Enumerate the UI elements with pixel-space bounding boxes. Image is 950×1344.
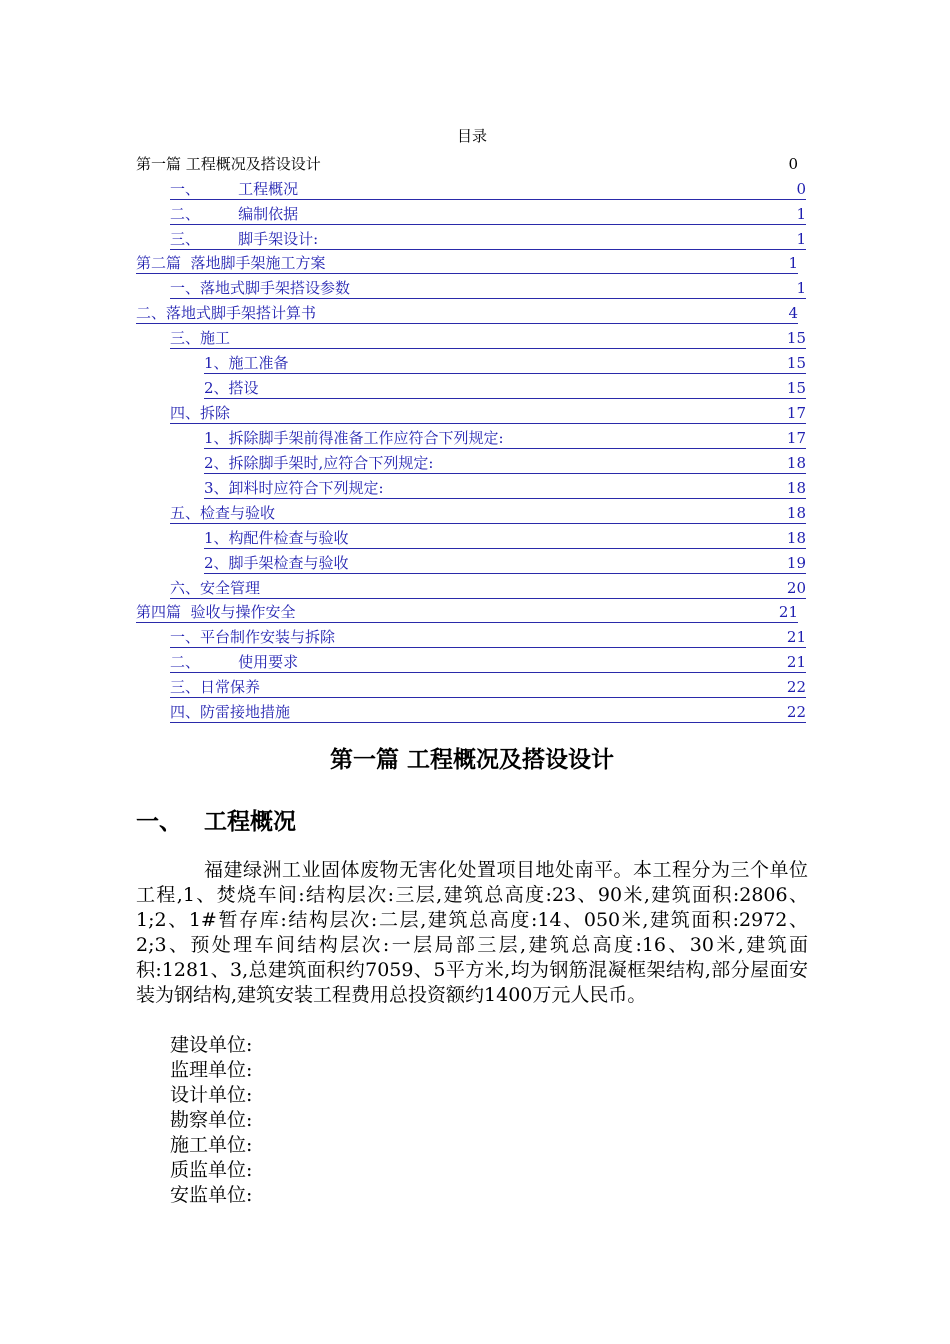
- toc-entry-label: 二、落地式脚手架搭计算书: [136, 304, 317, 322]
- toc-entry-page: 15: [786, 354, 806, 372]
- toc-entry-label: 六、安全管理: [170, 579, 261, 597]
- toc-entry-page: 1: [796, 230, 806, 248]
- toc-entry-page: 22: [786, 678, 806, 696]
- toc-entry-page: 17: [786, 404, 806, 422]
- section-heading: [136, 806, 296, 838]
- toc-link[interactable]: [204, 349, 806, 374]
- toc-entry: [136, 150, 798, 174]
- toc-entry-page: 21: [786, 628, 806, 646]
- unit-line: 设计单位:: [170, 1084, 253, 1106]
- toc-entry-label: 1、构配件检查与验收: [204, 529, 349, 547]
- toc-entry-label: 二、 编制依据: [170, 205, 299, 223]
- toc-entry-page: 1: [788, 254, 798, 272]
- toc-link[interactable]: [204, 424, 806, 449]
- section-title: 工程概况: [204, 809, 296, 835]
- body-paragraph: 福建绿洲工业固体废物无害化处置项目地处南平。本工程分为三个单位工程,1、焚烧车间:结构层次:三层,建筑总高度:23、90米,建筑面积:2806、1;2、1#暂存库:结构层次:二层,建筑总高度:14、050米,建筑面积:2972、2;3、预处理车间结构层次:一层局部三层,建筑总高度:16、30米,建筑面积:1281、3,总建筑面积约7059、5平方米,均为钢筋混凝框架结构,部分屋面安装为钢结构,建筑安装工程费用总投资额约1400万元人民币。: [136, 859, 808, 1006]
- toc-link[interactable]: [170, 574, 806, 599]
- toc-entry-page: 22: [786, 703, 806, 721]
- toc-link[interactable]: [136, 249, 798, 274]
- toc-entry-page: 0: [788, 155, 798, 173]
- toc-entry-label: 一、落地式脚手架搭设参数: [170, 279, 351, 297]
- toc-title: 目录: [456, 127, 487, 145]
- toc-link[interactable]: [170, 274, 806, 299]
- part-heading: 第一篇 工程概况及搭设设计: [329, 747, 614, 773]
- toc-entry-page: 1: [796, 205, 806, 223]
- unit-line: 监理单位:: [170, 1059, 253, 1081]
- toc-entry-label: 五、检查与验收: [170, 504, 276, 522]
- toc-entry-page: 18: [786, 529, 806, 547]
- toc-link[interactable]: [136, 598, 798, 623]
- toc-entry-label: 一、 工程概况: [170, 180, 299, 198]
- toc-entry-label: 四、拆除: [170, 404, 231, 422]
- toc-entry-page: 0: [796, 180, 806, 198]
- toc-entry-page: 4: [788, 304, 798, 322]
- toc-link[interactable]: [170, 175, 806, 200]
- toc-entry-label: 第二篇 落地脚手架施工方案: [136, 254, 326, 272]
- toc-entry-label: 2、拆除脚手架时,应符合下列规定:: [204, 454, 434, 472]
- toc-link[interactable]: [204, 549, 806, 574]
- unit-line: 安监单位:: [170, 1184, 253, 1206]
- unit-line: 勘察单位:: [170, 1109, 253, 1131]
- toc-link[interactable]: [170, 225, 806, 250]
- toc-entry-page: 21: [778, 603, 798, 621]
- toc-entry-page: 18: [786, 504, 806, 522]
- toc-link[interactable]: [136, 299, 798, 324]
- toc-link[interactable]: [170, 399, 806, 424]
- toc-entry-page: 18: [786, 454, 806, 472]
- toc-entry-label: 三、施工: [170, 329, 231, 347]
- toc-link[interactable]: [204, 474, 806, 499]
- unit-line: 施工单位:: [170, 1134, 253, 1156]
- toc-entry-page: 18: [786, 479, 806, 497]
- toc-link[interactable]: [170, 698, 806, 723]
- toc-entry-label: 第四篇 验收与操作安全: [136, 603, 296, 621]
- units-list: [170, 1033, 252, 1208]
- toc-entry-label: 四、防雷接地措施: [170, 703, 291, 721]
- toc-entry-page: 20: [786, 579, 806, 597]
- toc-link[interactable]: [204, 524, 806, 549]
- toc-link[interactable]: [170, 499, 806, 524]
- toc-link[interactable]: [170, 200, 806, 225]
- toc-entry-page: 15: [786, 329, 806, 347]
- section-number: 一、: [136, 809, 182, 835]
- toc-link[interactable]: [170, 648, 806, 673]
- unit-line: 质监单位:: [170, 1159, 253, 1181]
- toc-entry-page: 17: [786, 429, 806, 447]
- toc-link[interactable]: [170, 623, 806, 648]
- toc-entry-label: 2、脚手架检查与验收: [204, 554, 349, 572]
- toc-entry-page: 15: [786, 379, 806, 397]
- toc-entry-label: 三、日常保养: [170, 678, 261, 696]
- toc-link[interactable]: [204, 374, 806, 399]
- toc-entry-page: 21: [786, 653, 806, 671]
- unit-line: 建设单位:: [170, 1034, 253, 1056]
- toc-link[interactable]: [170, 324, 806, 349]
- toc-entry-label: 1、施工准备: [204, 354, 289, 372]
- toc-entry-page: 1: [796, 279, 806, 297]
- toc-link[interactable]: [204, 449, 806, 474]
- toc-entry-label: 一、平台制作安装与拆除: [170, 628, 336, 646]
- toc-entry-label: 1、拆除脚手架前得准备工作应符合下列规定:: [204, 429, 504, 447]
- toc-entry-label: 第一篇 工程概况及搭设设计: [136, 155, 321, 173]
- toc-entry-page: 19: [786, 554, 806, 572]
- toc-entry-label: 二、 使用要求: [170, 653, 299, 671]
- toc-entry-label: 三、 脚手架设计:: [170, 230, 319, 248]
- toc-entry-label: 3、卸料时应符合下列规定:: [204, 479, 384, 497]
- toc-link[interactable]: [170, 673, 806, 698]
- toc-entry-label: 2、搭设: [204, 379, 259, 397]
